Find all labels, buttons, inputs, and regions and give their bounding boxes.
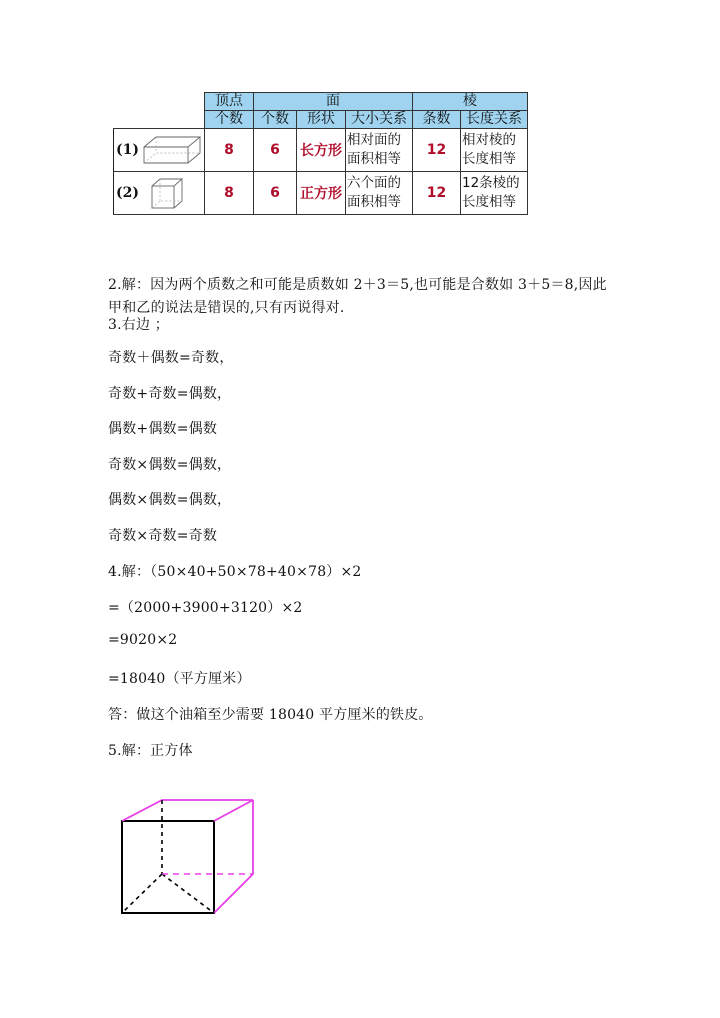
table-corner [114,93,205,129]
face-count: 6 [254,129,297,172]
face-relation [346,172,413,215]
row-label: (2) [116,185,139,201]
edge-relation-line2: 长度相等 [462,194,516,210]
row-label-cell [114,172,205,215]
header-edge-count: 条数 [413,111,461,129]
cube-icon [142,176,204,210]
header-face-shape: 形状 [297,111,346,129]
row-label: (1) [116,142,139,158]
vertex-count: 8 [205,129,254,172]
face-relation [346,129,413,172]
face-relation-line1: 相对面的 [347,132,401,148]
edge-relation [461,172,528,215]
header-faces: 面 [254,93,413,111]
edge-relation-line1: 相对棱的 [462,132,516,148]
answer-2-line2: 甲和乙的说法是错误的,只有丙说得对. [108,300,345,316]
rule-odd-times-odd: 奇数×奇数=奇数 [108,528,218,544]
answer-4-result: =18040（平方厘米） [108,671,251,687]
answer-3-title: 3.右边 ； [108,317,170,333]
table-row [114,129,528,172]
face-relation-line1: 六个面的 [347,175,401,191]
answer-4-step2: =9020×2 [108,632,178,648]
hidden-diagonal-edge [162,874,214,913]
rule-even-plus-even: 偶数+偶数=偶数 [108,421,218,437]
header-edges: 棱 [413,93,528,111]
hidden-left-edge [122,874,162,913]
answer-4-formula: 4.解：（50×40+50×78+40×78）×2 [108,564,362,580]
face-shape: 长方形 [297,129,346,172]
table-row [114,172,528,215]
answer-5-title: 5.解：正方体 [108,743,193,759]
face-relation-line2: 面积相等 [347,194,401,210]
rule-odd-times-even: 奇数×偶数=偶数， [108,457,232,473]
cuboid-icon [142,133,204,167]
edge-count: 12 [413,172,461,215]
header-vertex-count: 个数 [205,111,254,129]
properties-table [113,92,528,215]
rule-odd-plus-even: 奇数＋偶数=奇数， [108,350,234,366]
face-relation-line2: 面积相等 [347,151,401,167]
answer-2-line1: 2.解：因为两个质数之和可能是质数如 2＋3＝5,也可能是合数如 3＋5＝8,因此 [108,277,607,293]
header-vertices: 顶点 [205,93,254,111]
face-count: 6 [254,172,297,215]
edge-count: 12 [413,129,461,172]
header-face-size: 大小关系 [346,111,413,129]
answer-4-conclusion: 答：做这个油箱至少需要 18040 平方厘米的铁皮。 [108,707,433,723]
cube-top-edges [122,800,253,821]
answer-4-step1: =（2000+3900+3120）×2 [108,600,303,616]
cube-drawing [110,790,270,925]
edge-relation-line2: 长度相等 [462,151,516,167]
edge-relation-line1: 12条棱的 [462,175,520,191]
rule-even-times-even: 偶数×偶数=偶数， [108,492,232,508]
edge-relation [461,129,528,172]
face-shape: 正方形 [297,172,346,215]
row-label-cell [114,129,205,172]
header-edge-length: 长度关系 [461,111,528,129]
cube-front-face [122,821,214,913]
header-face-count: 个数 [254,111,297,129]
rule-odd-plus-odd: 奇数+奇数=偶数， [108,386,232,402]
vertex-count: 8 [205,172,254,215]
